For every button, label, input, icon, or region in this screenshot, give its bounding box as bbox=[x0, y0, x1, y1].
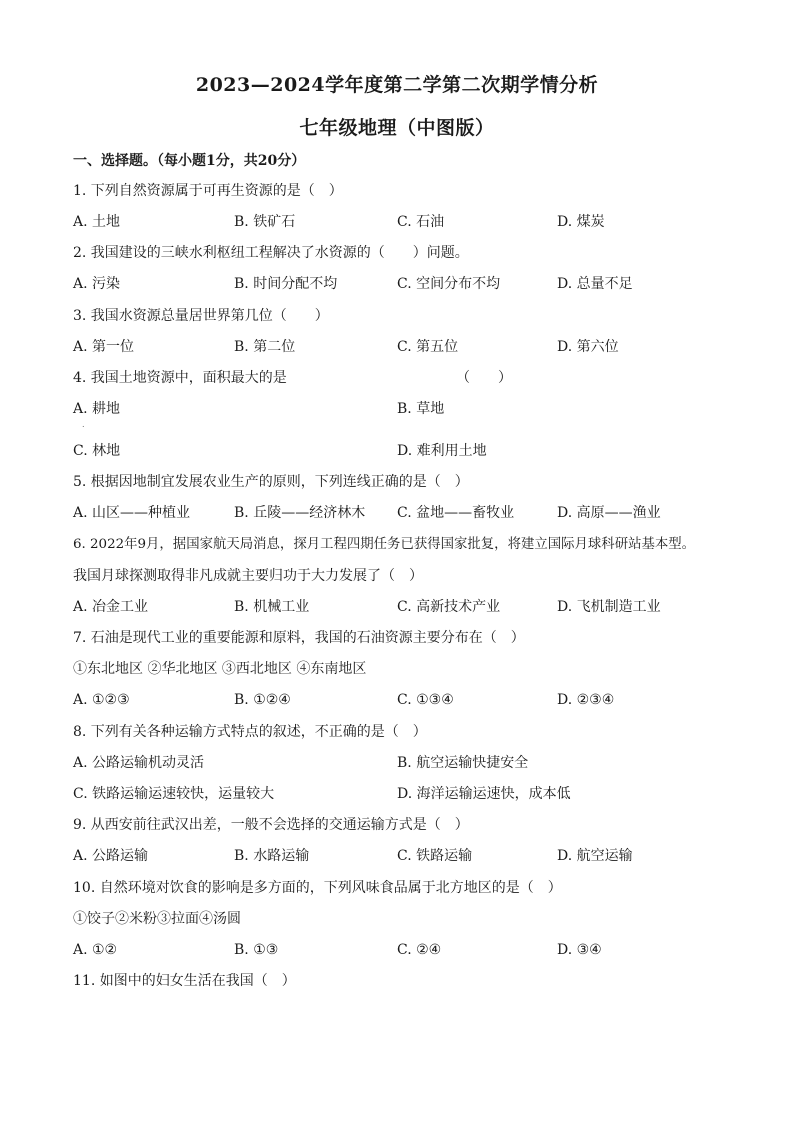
question-7-option-c: C. ①③④ bbox=[397, 692, 454, 708]
question-8-option-c: C. 铁路运输运速较快，运量较大 bbox=[73, 786, 275, 802]
question-4-option-a: A. 耕地 bbox=[73, 401, 121, 417]
question-7-stem: 7. 石油是现代工业的重要能源和原料，我国的石油资源主要分布在（ ） bbox=[73, 630, 525, 646]
question-7-option-b: B. ①②④ bbox=[234, 692, 291, 708]
question-3-stem: 3. 我国水资源总量居世界第几位（ ） bbox=[73, 308, 329, 324]
question-6-stem: 6. 2022年9月，据国家航天局消息，探月工程四期任务已获得国家批复，将建立国际月球科研站基本型。 bbox=[73, 537, 696, 552]
question-8-option-a: A. 公路运输机动灵活 bbox=[73, 755, 205, 771]
stray-dot: . bbox=[82, 420, 85, 429]
question-9-option-b: B. 水路运输 bbox=[234, 848, 310, 864]
question-10-choices: ①饺子②米粉③拉面④汤圆 bbox=[73, 911, 241, 927]
question-3-option-a: A. 第一位 bbox=[73, 339, 135, 355]
question-10-stem: 10. 自然环境对饮食的影响是多方面的，下列风味食品属于北方地区的是（ ） bbox=[73, 880, 562, 896]
question-10-option-a: A. ①② bbox=[73, 942, 118, 958]
question-2-option-b: B. 时间分配不均 bbox=[234, 276, 338, 292]
question-6-option-d: D. 飞机制造工业 bbox=[557, 599, 661, 615]
question-2-option-c: C. 空间分布不均 bbox=[397, 276, 501, 292]
question-1-option-a: A. 土地 bbox=[73, 214, 121, 230]
question-2-option-a: A. 污染 bbox=[73, 276, 121, 292]
question-8-option-b: B. 航空运输快捷安全 bbox=[397, 755, 529, 771]
question-4-stem: 4. 我国土地资源中，面积最大的是 bbox=[73, 370, 287, 386]
question-9-option-a: A. 公路运输 bbox=[73, 848, 149, 864]
question-4-option-b: B. 草地 bbox=[397, 401, 445, 417]
question-4-option-c: C. 林地 bbox=[73, 443, 121, 459]
question-5-option-c: C. 盆地——畜牧业 bbox=[397, 505, 515, 521]
question-9-option-d: D. 航空运输 bbox=[557, 848, 633, 864]
question-6-option-b: B. 机械工业 bbox=[234, 599, 310, 615]
question-7-option-d: D. ②③④ bbox=[557, 692, 615, 708]
question-4-option-d: D. 难利用土地 bbox=[397, 443, 487, 459]
question-1-stem: 1. 下列自然资源属于可再生资源的是（ ） bbox=[73, 183, 343, 199]
question-1-option-b: B. 铁矿石 bbox=[234, 214, 296, 230]
question-3-option-c: C. 第五位 bbox=[397, 339, 459, 355]
question-3-option-d: D. 第六位 bbox=[557, 339, 619, 355]
question-8-option-d: D. 海洋运输运速快，成本低 bbox=[397, 786, 571, 802]
question-7-choices: ①东北地区 ②华北地区 ③西北地区 ④东南地区 bbox=[73, 661, 367, 677]
question-6-stem-continued: 我国月球探测取得非凡成就主要归功于大力发展了（ ） bbox=[73, 568, 423, 584]
page-title: 2023—2024学年度第二学第二次期学情分析 bbox=[195, 74, 599, 96]
question-11-stem: 11. 如图中的妇女生活在我国（ ） bbox=[73, 973, 296, 989]
question-9-option-c: C. 铁路运输 bbox=[397, 848, 473, 864]
question-9-stem: 9. 从西安前往武汉出差，一般不会选择的交通运输方式是（ ） bbox=[73, 817, 469, 833]
question-5-stem: 5. 根据因地制宜发展农业生产的原则，下列连线正确的是（ ） bbox=[73, 474, 469, 490]
page-subtitle: 七年级地理（中图版） bbox=[299, 117, 495, 139]
question-1-option-d: D. 煤炭 bbox=[557, 214, 605, 230]
question-6-option-a: A. 冶金工业 bbox=[73, 599, 149, 615]
question-5-option-a: A. 山区——种植业 bbox=[73, 505, 191, 521]
question-10-option-b: B. ①③ bbox=[234, 942, 279, 958]
question-8-stem: 8. 下列有关各种运输方式特点的叙述，不正确的是（ ） bbox=[73, 724, 427, 740]
question-7-option-a: A. ①②③ bbox=[73, 692, 130, 708]
question-10-option-d: D. ③④ bbox=[557, 942, 602, 958]
section-heading: 一、选择题。（每小题1分，共20分） bbox=[73, 153, 306, 169]
question-10-option-c: C. ②④ bbox=[397, 942, 442, 958]
question-5-option-b: B. 丘陵——经济林木 bbox=[234, 505, 366, 521]
question-2-option-d: D. 总量不足 bbox=[557, 276, 633, 292]
question-6-option-c: C. 高新技术产业 bbox=[397, 599, 501, 615]
question-1-option-c: C. 石油 bbox=[397, 214, 445, 230]
question-5-option-d: D. 高原——渔业 bbox=[557, 505, 661, 521]
question-4-answer-bracket: （ ） bbox=[456, 370, 512, 386]
question-2-stem: 2. 我国建设的三峡水利枢纽工程解决了水资源的（ ）问题。 bbox=[73, 245, 469, 261]
question-3-option-b: B. 第二位 bbox=[234, 339, 296, 355]
